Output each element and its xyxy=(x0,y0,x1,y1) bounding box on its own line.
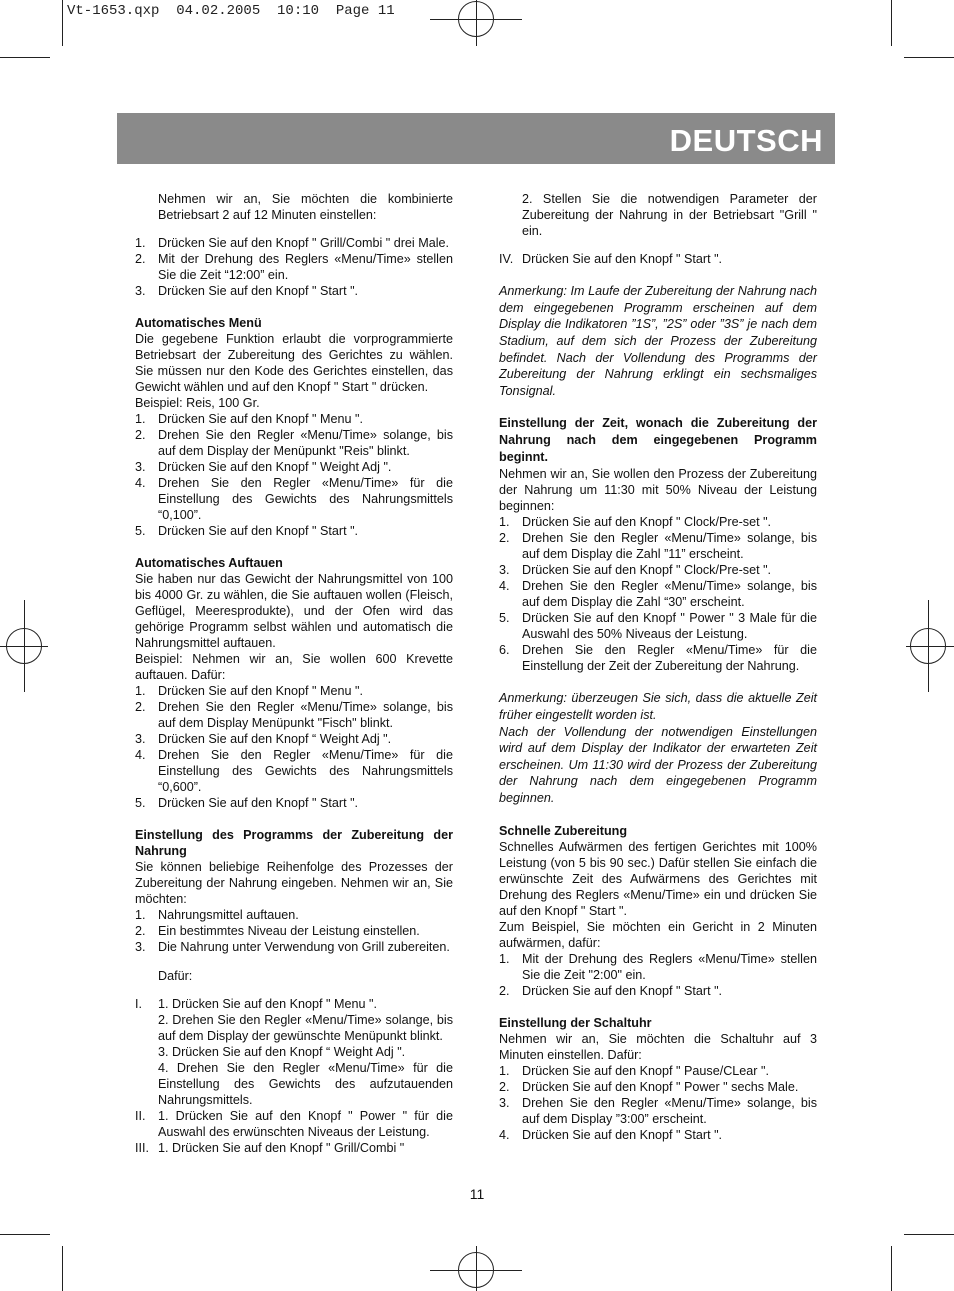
section-heading: Automatisches Menü xyxy=(135,316,262,331)
list-item: 1. Drücken Sie auf den Knopf " Grill/Combi " drei Male. xyxy=(135,236,450,251)
paragraph: Sie können beliebige Reihenfolge des Prozesses der Zubereitung der Nahrung eingeben. Nehmen wir an, Sie möchten: xyxy=(135,860,453,907)
print-slug: Vt-1653.qxp 04.02.2005 10:10 Page 11 xyxy=(67,3,395,19)
list-item: 4. Drehen Sie den Regler «Menu/Time» für die Einstellung des Gewichts des Nahrungsmittels “0,100”. xyxy=(135,476,453,523)
list-item: 3. Die Nahrung unter Verwendung von Grill zubereiten. xyxy=(135,940,450,955)
list-item: 3. Drücken Sie auf den Knopf " Weight Adj ". xyxy=(135,460,392,475)
list-item: II. 1. Drücken Sie auf den Knopf " Power " für die Auswahl des erwünschten Niveaus der Leistung. xyxy=(135,1109,453,1140)
note-text: Anmerkung: Im Laufe der Zubereitung der Nahrung nach dem eingegebenen Programm erscheinen auf dem Display die Indikatoren ”1S”, ”2S” oder ”3S” je nach dem Stadium, auf dem sich der Prozess der Zubereitung befindet. Nach der Vollendung des Programms der Zubereitung der Nahrung erklingt ein sechsmaliges Tonsignal. xyxy=(499,284,817,398)
list-item: 2. Drücken Sie auf den Knopf " Power " sechs Male. xyxy=(499,1079,799,1094)
page-number: 11 xyxy=(469,1186,485,1202)
right-column xyxy=(499,178,817,1143)
example-text: Beispiel: Nehmen wir an, Sie wollen 600 Krevette auftauen. Dafür: xyxy=(135,652,453,683)
crop-mark xyxy=(904,57,954,58)
list-item: 2. Mit der Drehung des Reglers «Menu/Time» stellen Sie die Zeit “12:00” ein. xyxy=(135,252,453,283)
section-heading: Schnelle Zubereitung xyxy=(499,823,628,838)
crop-mark xyxy=(904,1234,954,1235)
list-item: IV. Drücken Sie auf den Knopf " Start ". xyxy=(499,252,723,267)
list-item: 2. Drehen Sie den Regler «Menu/Time» solange, bis auf dem Display die Zahl ”11” erscheint. xyxy=(499,531,817,562)
list-item: 3. Drücken Sie auf den Knopf “ Weight Adj ". xyxy=(135,732,392,747)
paragraph: Nehmen wir an, Sie möchten die Schaltuhr auf 3 Minuten einstellen. Dafür: xyxy=(499,1031,817,1062)
registration-mark-icon xyxy=(458,1252,494,1288)
list-item: 3. Drücken Sie auf den Knopf " Start ". xyxy=(135,284,359,299)
list-item: 2. Drehen Sie den Regler «Menu/Time» solange, bis auf dem Display der gewünschte Menüpunkt blinkt. xyxy=(158,1013,453,1044)
list-item: 1. Mit der Drehung des Reglers «Menu/Time» stellen Sie die Zeit "2:00" ein. xyxy=(499,951,817,982)
list-item: III. 1. Drücken Sie auf den Knopf " Grill/Combi " xyxy=(135,1141,405,1156)
list-item: 4. Drehen Sie den Regler «Menu/Time» solange, bis auf dem Display die Zahl “30” erscheint. xyxy=(499,579,817,610)
section-heading: Einstellung der Schaltuhr xyxy=(499,1015,652,1030)
list-item: 1. Drücken Sie auf den Knopf " Menu ". xyxy=(135,412,363,427)
language-title: DEUTSCH xyxy=(669,123,823,158)
paragraph: Die gegebene Funktion erlaubt die vorprogrammierte Betriebsart der Zubereitung des Gerichtes zu wählen. Sie müssen nur den Kode des Gerichtes einstellen, das Gewicht wählen und auf den Knopf " Start " drücken. xyxy=(135,332,453,395)
left-column xyxy=(135,178,453,1156)
list-item: 2. Drücken Sie auf den Knopf " Start ". xyxy=(499,983,723,998)
crop-mark xyxy=(891,0,892,46)
paragraph: Nehmen wir an, Sie wollen den Prozess der Zubereitung der Nahrung um 11:30 mit 50% Niveau der Leistung beginnen: xyxy=(499,467,817,514)
section-heading: Einstellung der Zeit, wonach die Zubereitung der Nahrung nach dem eingegebenen Programm beginnt. xyxy=(499,416,817,465)
list-item: 5. Drücken Sie auf den Knopf " Power " 3 Male für die Auswahl des 50% Niveaus der Leistung. xyxy=(499,611,817,642)
example-text: Beispiel: Reis, 100 Gr. xyxy=(135,396,260,411)
list-item: 4. Drücken Sie auf den Knopf " Start ". xyxy=(499,1127,723,1142)
list-item: I. 1. Drücken Sie auf den Knopf " Menu ". xyxy=(135,997,377,1012)
language-header-band xyxy=(117,113,835,164)
registration-mark-icon xyxy=(6,628,42,664)
list-item: 5. Drücken Sie auf den Knopf " Start ". xyxy=(135,796,359,811)
section-heading: Einstellung des Programms der Zubereitung der Nahrung xyxy=(135,828,453,859)
registration-mark-icon xyxy=(458,1,494,37)
list-item: 3. Drücken Sie auf den Knopf " Clock/Pre-set ". xyxy=(499,563,772,578)
note-text: Nach der Vollendung der notwendigen Einstellungen wird auf dem Display der Indikator der erwarteten Zeit erscheinen. Um 11:30 wird der Prozess der Zubereitung der Nahrung nach dem eingegebenen Programm beginnen. xyxy=(499,724,817,805)
section-heading: Automatisches Auftauen xyxy=(135,556,283,571)
crop-mark xyxy=(62,1246,63,1291)
paragraph: Schnelles Aufwärmen des fertigen Gerichtes mit 100% Leistung (von 5 bis 90 sec.) Dafür stellen Sie einfach die erwünschte Zeit des Aufwärmens des Gerichtes mit Drehung des Reglers «Menu/Time» ein und drücken Sie auf den Knopf " Start ". xyxy=(499,839,817,918)
note-text: Anmerkung: überzeugen Sie sich, dass die aktuelle Zeit früher eingestellt worden ist. xyxy=(499,691,817,722)
list-item: 4. Drehen Sie den Regler «Menu/Time» für die Einstellung des Gewichts des Nahrungsmittels “0,600”. xyxy=(135,748,453,795)
crop-mark xyxy=(0,57,50,58)
registration-mark-icon xyxy=(910,628,946,664)
list-item: 6. Drehen Sie den Regler «Menu/Time» für die Einstellung der Zeit der Zubereitung der Nahrung. xyxy=(499,643,817,674)
list-item: 2. Drehen Sie den Regler «Menu/Time» solange, bis auf dem Display der Menüpunkt "Reis" blinkt. xyxy=(135,428,453,459)
list-item: 1. Drücken Sie auf den Knopf " Clock/Pre-set ". xyxy=(499,515,772,530)
list-item: 3. Drehen Sie den Regler «Menu/Time» solange, bis auf dem Display ”3:00” erscheint. xyxy=(499,1095,817,1126)
example-text: Zum Beispiel, Sie möchten ein Gericht in 2 Minuten aufwärmen, dafür: xyxy=(499,919,817,950)
crop-mark xyxy=(62,0,63,46)
list-item: 1. Drücken Sie auf den Knopf " Menu ". xyxy=(135,684,363,699)
list-item: 4. Drehen Sie den Regler «Menu/Time» für die Einstellung des Gewichts des aufzutauenden Nahrungsmittels. xyxy=(158,1061,453,1108)
list-item: 1. Nahrungsmittel auftauen. xyxy=(135,908,299,923)
list-item: 2. Drehen Sie den Regler «Menu/Time» solange, bis auf dem Display Menüpunkt "Fisch" blinkt. xyxy=(135,700,453,731)
paragraph: Sie haben nur das Gewicht der Nahrungsmittel von 100 bis 4000 Gr. zu wählen, die Sie auftauen wollen (Fleisch, Geflügel, Meeresprodukte), und der Ofen wird das gehörige Programm selbst wählen und automatisch die Nahrungsmittel auftauen. xyxy=(135,572,453,651)
list-item: 5. Drücken Sie auf den Knopf " Start ". xyxy=(135,524,359,539)
intro-text: Nehmen wir an, Sie möchten die kombinierte Betriebsart 2 auf 12 Minuten einstellen: xyxy=(158,191,453,222)
crop-mark xyxy=(0,1234,50,1235)
list-item: 1. Drücken Sie auf den Knopf " Pause/CLear ". xyxy=(499,1063,769,1078)
list-item: 2. Ein bestimmtes Niveau der Leistung einstellen. xyxy=(135,924,420,939)
crop-mark xyxy=(891,1246,892,1291)
dafuer-label: Dafür: xyxy=(158,968,193,983)
paragraph: 2. Stellen Sie die notwendigen Parameter der Zubereitung der Nahrung in der Betriebsart "Grill " ein. xyxy=(522,191,817,238)
list-item: 3. Drücken Sie auf den Knopf “ Weight Adj ". xyxy=(158,1045,406,1060)
